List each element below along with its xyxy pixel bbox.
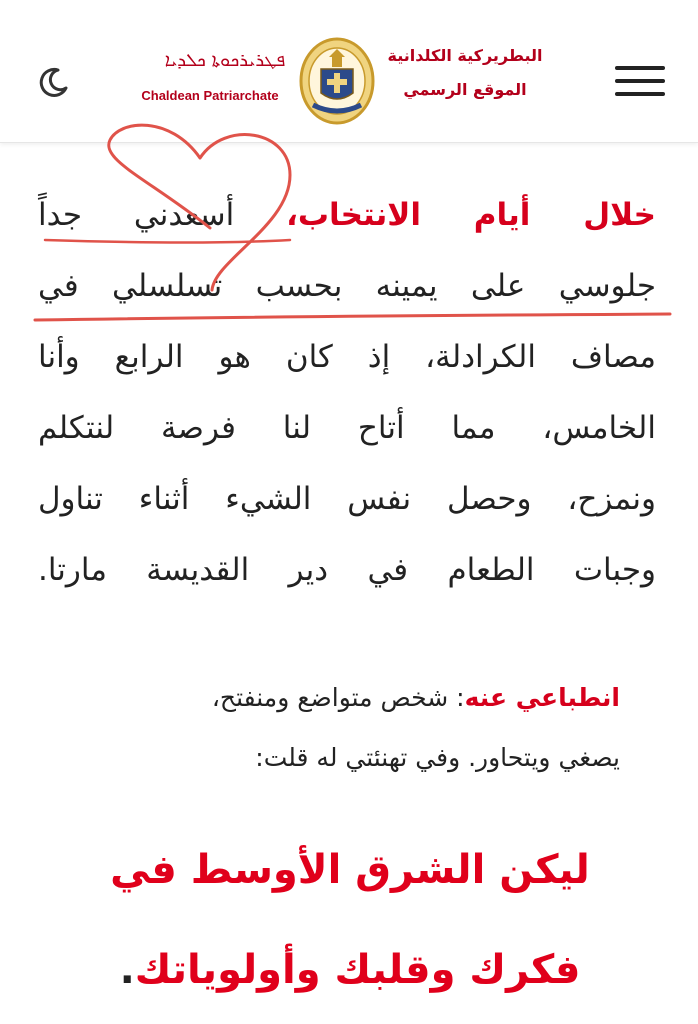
patriarchate-logo-icon[interactable] xyxy=(299,35,375,125)
text-line-2: جلوسي على يمينه بحسب تسلسلي في xyxy=(38,268,656,304)
moon-icon[interactable] xyxy=(36,66,70,100)
article-paragraph-2 xyxy=(60,668,620,788)
site-header xyxy=(0,0,698,143)
quote-period: . xyxy=(119,947,135,993)
text-line-4: الخامس، مما أتاح لنا فرصة لنتكلم xyxy=(38,410,656,446)
syriac-site-title: ܦܛܪܝܪܟܘܬܐ ܟܠܕܝܐ xyxy=(164,50,286,71)
text-line-3: مصاف الكرادلة، إذ كان هو الرابع وأنا xyxy=(38,339,656,375)
quote-line-1: ليكن الشرق الأوسط في xyxy=(110,847,590,893)
text-line-6: وجبات الطعام في دير القديسة مارتا. xyxy=(38,552,656,588)
impression-highlight: انطباعي عنه xyxy=(464,683,620,712)
quote-line-2: فكرك وقلبك وأولوياتك xyxy=(134,947,581,993)
hamburger-menu-icon[interactable] xyxy=(615,66,665,100)
text-line-5: ونمزح، وحصل نفس الشيء أثناء تناول xyxy=(38,481,656,517)
election-days-highlight: خلال أيام الانتخاب، xyxy=(286,197,657,233)
impression-text: : شخص متواضع ومنفتح، xyxy=(211,683,465,712)
arabic-site-title: البطريركية الكلدانية xyxy=(387,46,543,65)
text-line-1: أسعدني جداً xyxy=(38,197,235,233)
article-paragraph-1 xyxy=(38,180,656,606)
arabic-site-subtitle: الموقع الرسمي xyxy=(403,80,527,99)
impression-line-2: يصغي ويتحاور. وفي تهنئتي له قلت: xyxy=(255,743,620,772)
quote-block xyxy=(60,820,640,1020)
english-site-title: Chaldean Patriarchate xyxy=(141,88,279,103)
